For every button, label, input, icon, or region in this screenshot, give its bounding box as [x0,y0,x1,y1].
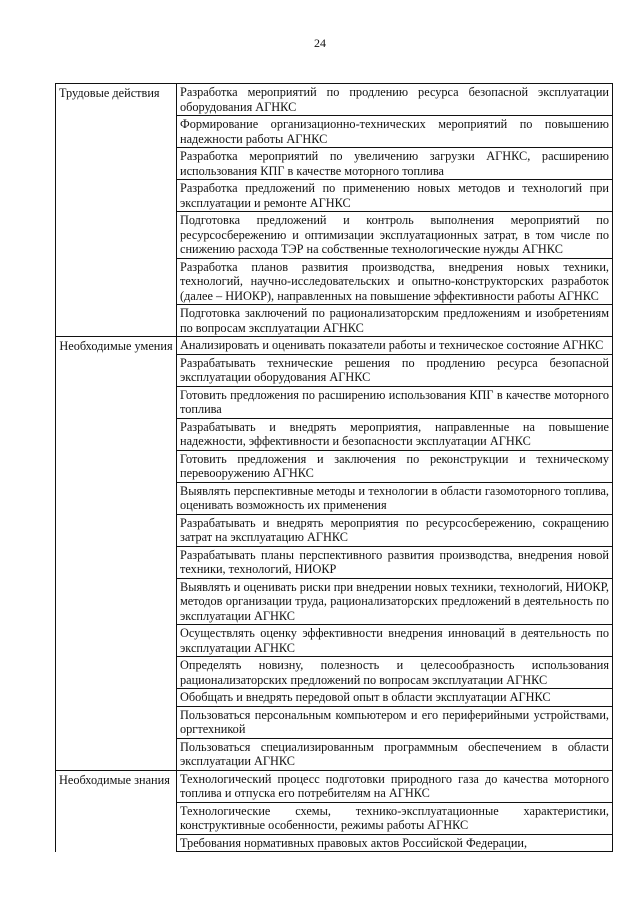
table-cell: Разработка планов развития производства, внедрения новых техники, технологий, научно-исследовательских и опытно-конструкторских разработок (далее – НИОКР), направленных на повышение эффективности работы АГНКС [177,258,613,305]
section-label-required-knowledge: Необходимые знания [56,770,177,852]
table-row [56,337,613,355]
section-label-labor-actions: Трудовые действия [56,84,177,337]
table-row [56,770,613,802]
table-cell: Разрабатывать технические решения по продлению ресурса безопасной эксплуатации оборудования АГНКС [177,354,613,386]
table-row [56,84,613,116]
table-cell: Разработка мероприятий по продлению ресурса безопасной эксплуатации оборудования АГНКС [177,84,613,116]
table-cell: Технологический процесс подготовки природного газа до качества моторного топлива и отпуска его потребителям на АГНКС [177,770,613,802]
table-cell: Пользоваться персональным компьютером и его периферийными устройствами, оргтехникой [177,706,613,738]
requirements-table-body [56,84,613,852]
table-cell: Обобщать и внедрять передовой опыт в области эксплуатации АГНКС [177,689,613,707]
table-cell: Требования нормативных правовых актов Российской Федерации, [177,834,613,852]
table-cell: Разработка предложений по применению новых методов и технологий при эксплуатации и ремонте АГНКС [177,180,613,212]
table-cell: Разрабатывать и внедрять мероприятия, направленные на повышение надежности, эффективности и безопасности эксплуатации АГНКС [177,418,613,450]
table-cell: Подготовка заключений по рационализаторским предложениям и изобретениям по вопросам эксплуатации АГНКС [177,305,613,337]
table-cell: Анализировать и оценивать показатели работы и техническое состояние АГНКС [177,337,613,355]
table-cell: Технологические схемы, технико-эксплуатационные характеристики, конструктивные особенности, режимы работы АГНКС [177,802,613,834]
table-cell: Готовить предложения и заключения по реконструкции и техническому перевооружению АГНКС [177,450,613,482]
table-cell: Разрабатывать планы перспективного развития производства, внедрения новой техники, технологий, НИОКР [177,546,613,578]
table-cell: Разработка мероприятий по увеличению загрузки АГНКС, расширению использования КПГ в качестве моторного топлива [177,148,613,180]
table-cell: Пользоваться специализированным программным обеспечением в области эксплуатации АГНКС [177,738,613,770]
page-number: 24 [314,36,326,50]
table-cell: Готовить предложения по расширению использования КПГ в качестве моторного топлива [177,386,613,418]
table-cell: Подготовка предложений и контроль выполнения мероприятий по ресурсосбережению и оптимизации эксплуатационных затрат, в том числе по снижению расхода ТЭР на собственные технологические нужды АГНКС [177,212,613,259]
table-cell: Осуществлять оценку эффективности внедрения инноваций в деятельность по эксплуатации АГНКС [177,625,613,657]
table-cell: Выявлять перспективные методы и технологии в области газомоторного топлива, оценивать возможность их применения [177,482,613,514]
table-cell: Формирование организационно-технических мероприятий по повышению надежности работы АГНКС [177,116,613,148]
table-cell: Выявлять и оценивать риски при внедрении новых техники, технологий, НИОКР, методов организации труда, рационализаторских предложений в деятельность по эксплуатации АГНКС [177,578,613,625]
requirements-table [55,83,613,852]
table-cell: Определять новизну, полезность и целесообразность использования рационализаторских предложений по вопросам эксплуатации АГНКС [177,657,613,689]
section-label-required-skills: Необходимые умения [56,337,177,771]
table-cell: Разрабатывать и внедрять мероприятия по ресурсосбережению, сокращению затрат на эксплуатацию АГНКС [177,514,613,546]
